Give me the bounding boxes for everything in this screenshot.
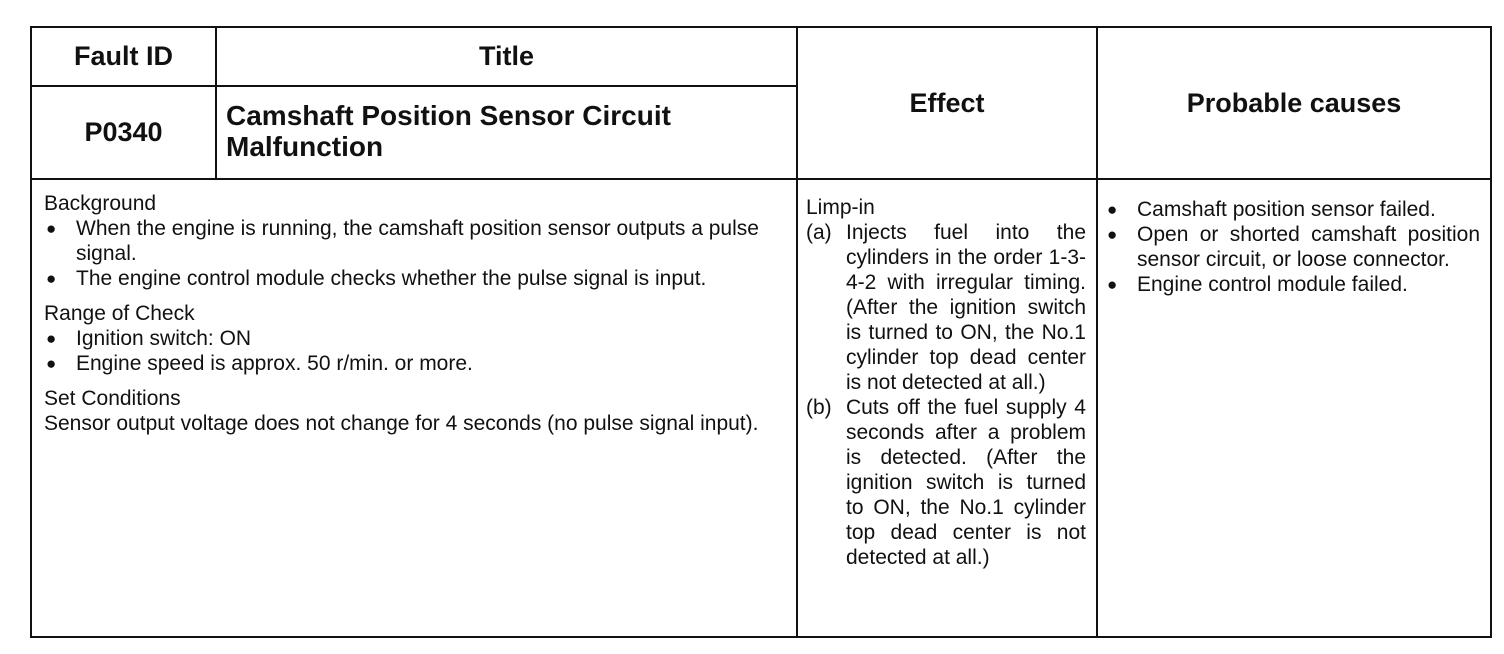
list-item: ● Camshaft position sensor failed. [1105,197,1480,222]
list-item-text: Injects fuel into the cylinders in the order 1-3-4-2 with irregular timing. (After the ignition switch is turned to ON, the No.1 cylinder top dead center is not detected at all.) [846,221,1086,394]
list-item: ● Ignition switch: ON [44,326,786,351]
list-item: ● The engine control module checks whether the pulse signal is input. [44,266,786,291]
list-marker: (b) [806,396,832,419]
header-probable-causes: Probable causes [1186,87,1402,118]
list-marker: (a) [806,221,832,244]
effect-list [806,220,1086,570]
list-item [806,220,1086,395]
list-item: ● When the engine is running, the camshaft position sensor outputs a pulse signal. [44,216,786,266]
header-effect: Effect [909,87,985,118]
range-of-check-heading: Range of Check [44,302,195,325]
fault-id-value: P0340 [84,117,163,147]
fault-title: Camshaft Position Sensor Circuit Malfunction [226,100,671,162]
probable-causes-column [1105,197,1480,297]
list-item [806,395,1086,570]
range-of-check-list [44,326,786,376]
range-of-check-section [44,301,786,376]
list-item: ● Engine speed is approx. 50 r/min. or more. [44,351,786,376]
list-item: ● Engine control module failed. [1105,272,1480,297]
background-heading: Background [44,192,157,215]
set-conditions-text: Sensor output voltage does not change for 4 seconds (no pulse signal input). [44,412,759,435]
set-conditions-heading: Set Conditions [44,387,181,410]
list-item: ● Open or shorted camshaft position sensor circuit, or loose connector. [1105,222,1480,272]
effect-heading: Limp-in [806,196,875,219]
effect-column [806,195,1086,570]
header-title: Title [478,41,534,71]
background-list [44,216,786,291]
background-section [44,191,786,291]
set-conditions-section [44,386,786,436]
divider-header-body [30,178,1492,180]
description-column [44,191,786,446]
header-fault-id: Fault ID [74,41,173,71]
probable-causes-list [1105,197,1480,297]
list-item-text: Cuts off the fuel supply 4 seconds after a problem is detected. (After the ignition switch is turned to ON, the No.1 cylinder top dead center is not detected at all.) [846,396,1086,569]
